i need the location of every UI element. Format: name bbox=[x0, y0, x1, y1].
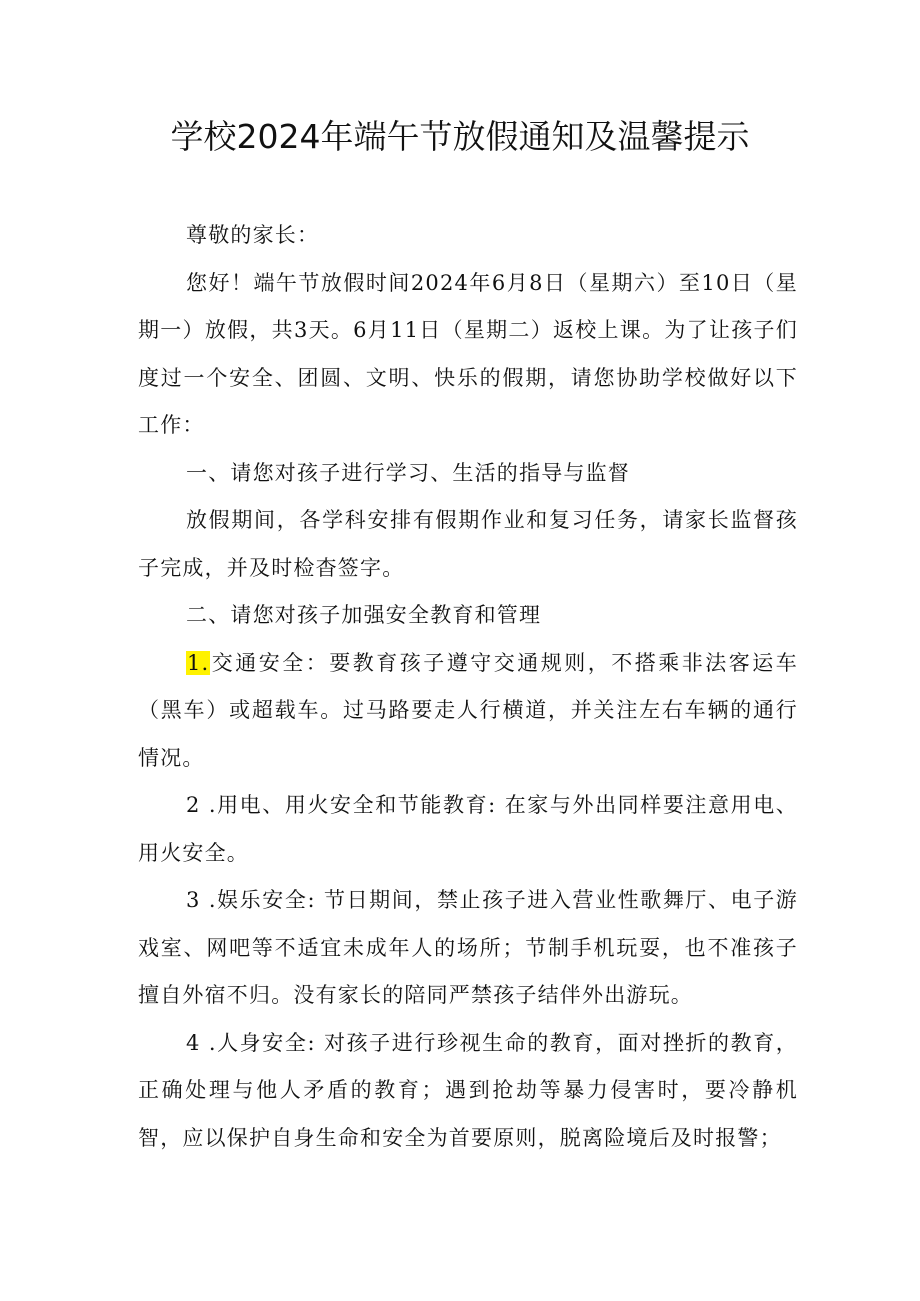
intro-paragraph: 您好！端午节放假时间2024年6月8日（星期六）至10日（星期一）放假，共3天。6月11日（星期二）返校上课。为了让孩子们度过一个安全、团圆、文明、快乐的假期，请您协助学校做好以下工作： bbox=[138, 270, 798, 437]
item-2-paragraph: 2 .用电、用火安全和节能教育: 在家与外出同样要注意用电、用火安全。 bbox=[138, 793, 798, 865]
item-1-text: 交通安全：要教育孩子遵守交通规则，不搭乘非法客运车（黑车）或超载车。过马路要走人行横道，并关注左右车辆的通行情况。 bbox=[138, 650, 798, 770]
salutation: 尊敬的家长： bbox=[186, 223, 320, 247]
item-3-paragraph: 3 .娱乐安全: 节日期间，禁止孩子进入营业性歌舞厅、电子游戏室、网吧等不适宜未成年人的场所；节制手机玩耍，也不准孩子擅自外宿不归。没有家长的陪同严禁孩子结伴外出游玩。 bbox=[138, 888, 798, 1007]
section-1-heading: 一、请您对孩子进行学习、生活的指导与监督 bbox=[186, 460, 630, 485]
item-1-paragraph bbox=[138, 640, 798, 783]
section-1-paragraph: 放假期间，各学科安排有假期作业和复习任务，请家长监督孩子完成，并及时检杳签字。 bbox=[138, 508, 798, 580]
document-body bbox=[138, 212, 798, 1162]
section-2-heading: 二、请您对孩子加强安全教育和管理 bbox=[186, 603, 542, 627]
item-4-paragraph: 4 .人身安全: 对孩子进行珍视生命的教育，面对挫折的教育，正确处理与他人矛盾的教育；遇到抢劫等暴力侵害时，要冷静机智，应以保护自身生命和安全为首要原则，脱离险境后及时报警； bbox=[138, 1030, 798, 1150]
document-title: 学校2024年端午节放假通知及温馨提示 bbox=[170, 117, 750, 156]
item-1-number-highlight: 1. bbox=[187, 650, 210, 675]
